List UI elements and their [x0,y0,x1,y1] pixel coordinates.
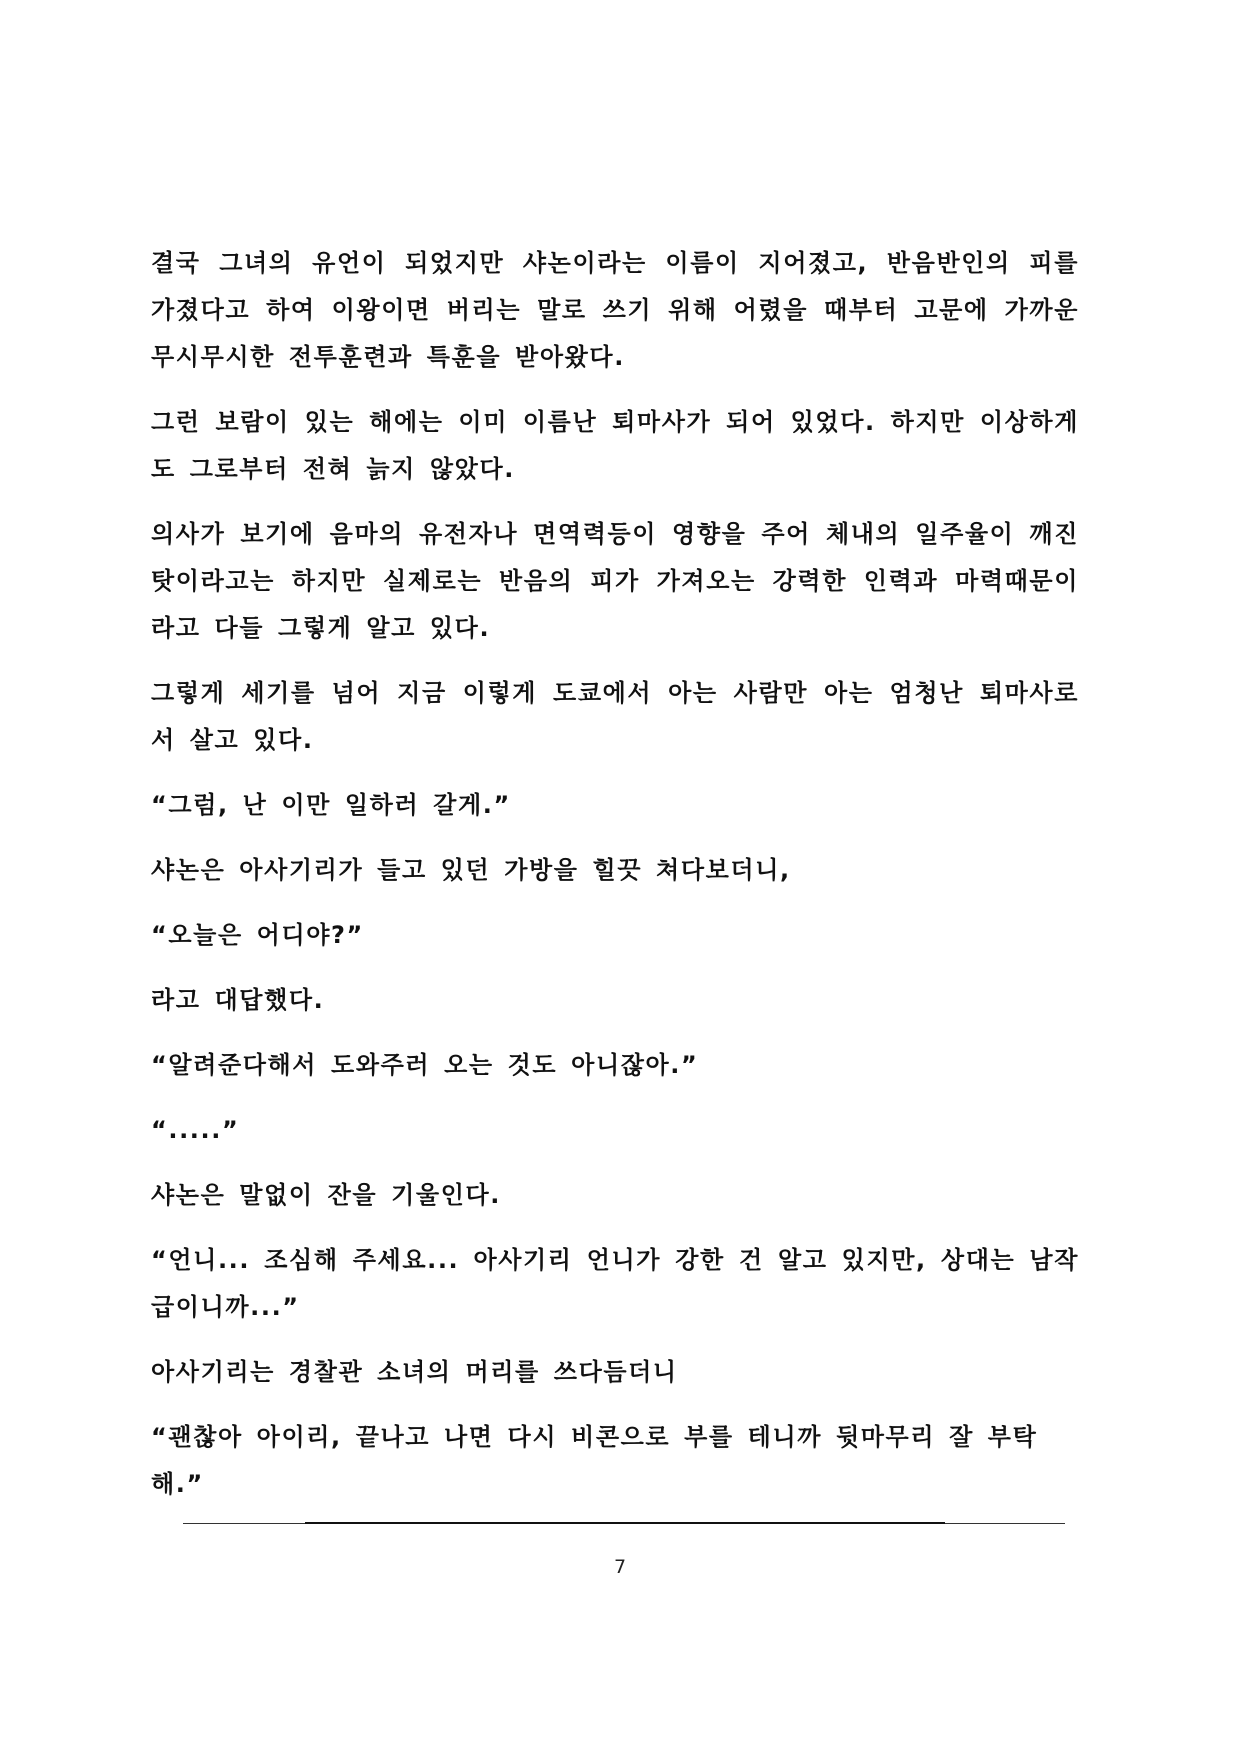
paragraph-6: 라고 대답했다. [151,986,325,1014]
paragraph-1: 결국 그녀의 유언이 되었지만 샤논이라는 이름이 지어졌고, 반음반인의 피를 가졌다고 하여 이왕이면 버리는 말로 쓰기 위해 어렸을 때부터 고문에 가까운 무시무시한 전투훈련과 특훈을 받아왔다. [151,249,1093,371]
footer-divider-accent [305,1522,945,1524]
dialogue-line-5: “언니... 조심해 주세요... 아사기리 언니가 강한 건 알고 있지만, 상대는 남작급이니까...” [151,1246,1079,1321]
dialogue-line-2: “오늘은 어디야?” [151,921,364,949]
dialogue-line-6: “괜찮아 아이리, 끝나고 나면 다시 비콘으로 부를 테니까 뒷마무리 잘 부탁해.” [151,1423,1038,1498]
document-body [151,240,1093,1526]
page-number: 7 [613,1556,627,1578]
paragraph-4: 그렇게 세기를 넘어 지금 이렇게 도쿄에서 아는 사람만 아는 엄청난 퇴마사로서 살고 있다. [151,679,1079,754]
paragraph-5: 샤논은 아사기리가 들고 있던 가방을 힐끗 쳐다보더니, [151,856,791,884]
dialogue-line-3: “알려준다해서 도와주러 오는 것도 아니잖아.” [151,1051,699,1079]
dialogue-line-1: “그럼, 난 이만 일하러 갈게.” [151,791,511,819]
paragraph-2: 그런 보람이 있는 해에는 이미 이름난 퇴마사가 되어 있었다. 하지만 이상하게도 그로부터 전혀 늙지 않았다. [151,408,1079,483]
dialogue-line-4: “.....” [151,1116,240,1144]
paragraph-8: 아사기리는 경찰관 소녀의 머리를 쓰다듬더니 [151,1358,678,1386]
paragraph-7: 샤논은 말없이 잔을 기울인다. [151,1181,501,1209]
paragraph-3: 의사가 보기에 음마의 유전자나 면역력등이 영향을 주어 체내의 일주율이 깨진 탓이라고는 하지만 실제로는 반음의 피가 가져오는 강력한 인력과 마력때문이라고 다들 그렇게 알고 있다. [151,520,1093,642]
